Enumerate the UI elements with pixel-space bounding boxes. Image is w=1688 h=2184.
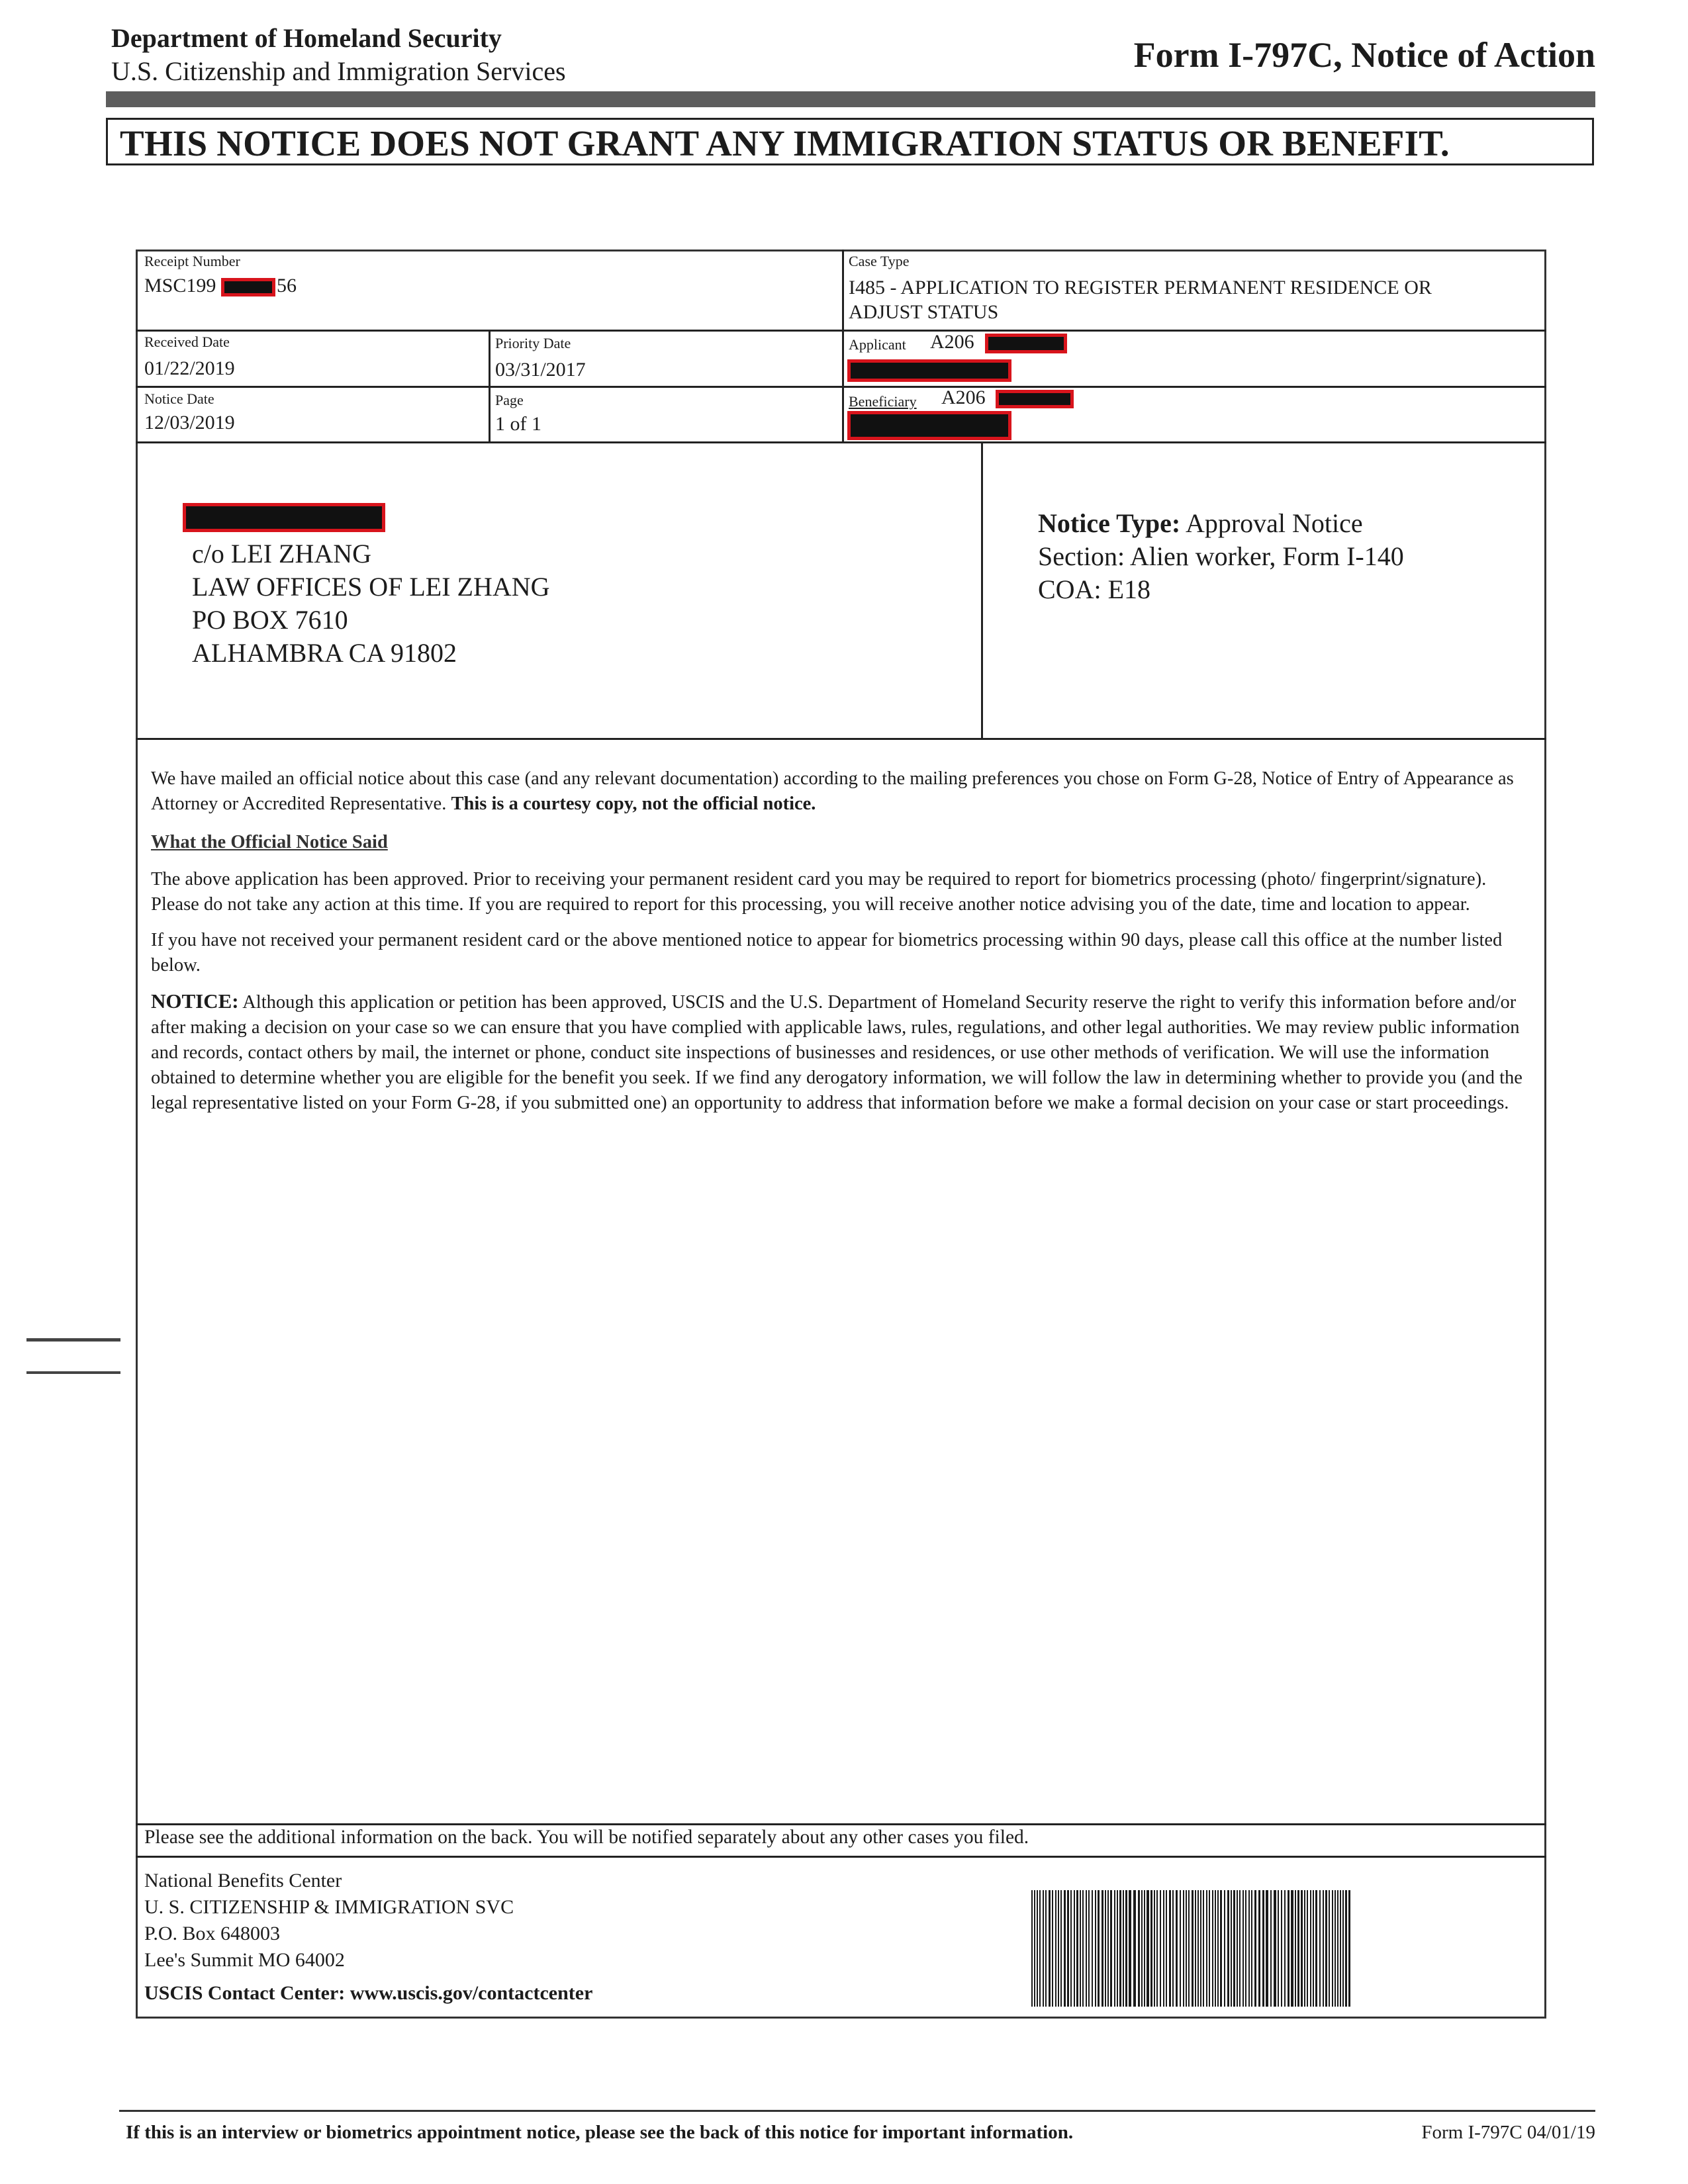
barcode-bar [1284, 1890, 1286, 2007]
barcode-bar [1119, 1890, 1121, 2007]
section-heading: What the Official Notice Said [151, 832, 388, 852]
barcode-bar [1203, 1890, 1204, 2007]
barcode-bar [1332, 1890, 1333, 2007]
barcode-bar [1348, 1890, 1350, 2007]
margin-mark-top [26, 1338, 120, 1342]
rule-v-center [842, 250, 844, 443]
barcode-bar [1067, 1890, 1069, 2007]
barcode-bar [1169, 1890, 1171, 2007]
beneficiary-name-redaction [847, 411, 1011, 440]
notice-paragraph [151, 989, 1538, 1116]
barcode-bar [1297, 1890, 1299, 2007]
barcode-bar [1160, 1890, 1161, 2007]
barcode-bar [1107, 1890, 1109, 2007]
barcode-bar [1110, 1890, 1112, 2007]
barcode-bar [1288, 1890, 1289, 2007]
barcode-bar [1342, 1890, 1344, 2007]
barcode [1031, 1890, 1353, 2007]
barcode-bar [1098, 1890, 1100, 2007]
barcode-bar [1105, 1890, 1106, 2007]
priority-date-value: 03/31/2017 [495, 359, 586, 381]
barcode-bar [1227, 1890, 1229, 2007]
barcode-bar [1251, 1890, 1252, 2007]
barcode-bar [1310, 1890, 1311, 2007]
page-value: 1 of 1 [495, 413, 541, 435]
rule-h6 [136, 1856, 1546, 1858]
barcode-bar [1102, 1890, 1103, 2007]
applicant-number-redaction [985, 334, 1067, 353]
barcode-bar [1209, 1890, 1210, 2007]
notice-label: NOTICE: [151, 989, 239, 1013]
barcode-bar [1217, 1890, 1219, 2007]
barcode-bar [1266, 1890, 1268, 2007]
notice-type-label: Notice Type: [1038, 508, 1181, 538]
intro-paragraph [151, 766, 1538, 817]
barcode-bar [1180, 1890, 1181, 2007]
address-line-firm: LAW OFFICES OF LEI ZHANG [192, 572, 550, 602]
barcode-bar [1080, 1890, 1081, 2007]
barcode-bar [1340, 1890, 1341, 2007]
barcode-bar [1231, 1890, 1232, 2007]
barcode-bar [1055, 1890, 1056, 2007]
barcode-bar [1319, 1890, 1321, 2007]
office-city: Lee's Summit MO 64002 [144, 1949, 345, 1971]
barcode-bar [1278, 1890, 1279, 2007]
rule-h4 [136, 738, 1546, 740]
header-rule [106, 91, 1595, 107]
barcode-bar [1095, 1890, 1096, 2007]
barcode-bar [1117, 1890, 1118, 2007]
barcode-bar [1156, 1890, 1158, 2007]
notice-text: Although this application or petition has been approved, USCIS and the U.S. Department of Homeland Security reserve the right to verify this information before and/or after making a decision on your case so we can ensure that you have complied with applicable laws, rules, regulations, and other legal authorities. We may review public information and records, contact others by mail, the internet or phone, conduct site inspections of businesses and residences, or use other methods of verification. We will use the information obtained to determine whether you are eligible for the benefit you seek. If we find any derogatory information, we will follow the law in determining whether to provide you (and the legal representative listed on your Form G-28, if you submitted one) an opportunity to address that information before we make a formal decision on your case or start proceedings. [151, 992, 1523, 1113]
disclaimer-text: THIS NOTICE DOES NOT GRANT ANY IMMIGRATION STATUS OR BENEFIT. [120, 123, 1450, 163]
barcode-bar [1082, 1890, 1084, 2007]
barcode-bar [1197, 1890, 1199, 2007]
receipt-number-prefix: MSC199 [144, 275, 216, 296]
notice-info [1038, 507, 1404, 606]
barcode-bar [1233, 1890, 1235, 2007]
barcode-bar [1074, 1890, 1075, 2007]
barcode-bar [1200, 1890, 1201, 2007]
barcode-bar [1291, 1890, 1293, 2007]
form-edition: Form I-797C 04/01/19 [1421, 2122, 1595, 2143]
barcode-bar [1215, 1890, 1216, 2007]
barcode-bar [1049, 1890, 1051, 2007]
barcode-bar [1172, 1890, 1174, 2007]
barcode-bar [1034, 1890, 1035, 2007]
case-type-label: Case Type [849, 253, 910, 269]
subagency-name: U.S. Citizenship and Immigration Services [111, 56, 566, 86]
barcode-bar [1138, 1890, 1140, 2007]
barcode-bar [1052, 1890, 1053, 2007]
barcode-bar [1329, 1890, 1330, 2007]
barcode-bar [1114, 1890, 1115, 2007]
rule-h2 [136, 386, 1546, 388]
recipient-name-redaction [183, 503, 385, 532]
contact-center: USCIS Contact Center: www.uscis.gov/contactcenter [144, 1982, 593, 2004]
barcode-bar [1031, 1890, 1033, 2007]
approval-paragraph: The above application has been approved. Prior to receiving your permanent resident card you may be required to report for biometrics processing (photo/ fingerprint/signature). Please do not take any action at this time. If you are required to report for this processing, you will receive another notice advising you of the date, time and location to appear. [151, 869, 1487, 915]
biometrics-paragraph: If you have not received your permanent resident card or the above mentioned notice to appear for biometrics processing within 90 days, please call this office at the number listed below. [151, 930, 1503, 976]
barcode-bar [1323, 1890, 1324, 2007]
office-agency: U. S. CITIZENSHIP & IMMIGRATION SVC [144, 1896, 514, 1918]
notice-coa: COA: E18 [1038, 574, 1150, 604]
barcode-bar [1070, 1890, 1072, 2007]
barcode-bar [1125, 1890, 1127, 2007]
barcode-bar [1301, 1890, 1303, 2007]
address-line-careof: c/o LEI ZHANG [192, 539, 372, 569]
barcode-bar [1086, 1890, 1087, 2007]
barcode-bar [1335, 1890, 1336, 2007]
received-date-label: Received Date [144, 334, 230, 350]
receipt-number-redaction [221, 278, 275, 296]
barcode-bar [1129, 1890, 1131, 2007]
barcode-bar [1212, 1890, 1213, 2007]
barcode-bar [1092, 1890, 1093, 2007]
applicant-name-redaction [847, 359, 1011, 382]
barcode-bar [1248, 1890, 1250, 2007]
disclaimer-banner [106, 118, 1594, 165]
barcode-bar [1045, 1890, 1047, 2007]
beneficiary-number-redaction [996, 390, 1074, 408]
barcode-bar [1147, 1890, 1149, 2007]
barcode-bar [1224, 1890, 1225, 2007]
barcode-bar [1345, 1890, 1347, 2007]
margin-mark-bottom [26, 1371, 120, 1374]
notice-type [1038, 507, 1404, 540]
office-name: National Benefits Center [144, 1870, 342, 1891]
beneficiary-label: Beneficiary [849, 393, 917, 410]
barcode-bar [1337, 1890, 1338, 2007]
applicant-label: Applicant [849, 336, 906, 353]
barcode-bar [1144, 1890, 1145, 2007]
barcode-bar [1304, 1890, 1305, 2007]
priority-date-label: Priority Date [495, 335, 571, 351]
case-type-line1: I485 - APPLICATION TO REGISTER PERMANENT RESIDENCE OR [849, 277, 1432, 298]
rule-h5 [136, 1823, 1546, 1825]
rule-h1 [136, 330, 1546, 332]
barcode-bar [1188, 1890, 1190, 2007]
barcode-bar [1037, 1890, 1038, 2007]
notice-body [151, 766, 1538, 1116]
notice-section: Section: Alien worker, Form I-140 [1038, 541, 1404, 571]
barcode-bar [1307, 1890, 1308, 2007]
barcode-bar [1254, 1890, 1256, 2007]
office-block [144, 1868, 592, 2007]
agency-name: Department of Homeland Security [111, 23, 502, 53]
address-line-city: ALHAMBRA CA 91802 [192, 638, 457, 668]
notice-date-value: 12/03/2019 [144, 412, 235, 433]
barcode-bar [1237, 1890, 1238, 2007]
beneficiary-prefix: A206 [941, 387, 986, 408]
address-block [192, 537, 550, 670]
applicant-prefix: A206 [930, 331, 974, 353]
barcode-bar [1270, 1890, 1272, 2007]
barcode-bar [1183, 1890, 1184, 2007]
barcode-bar [1243, 1890, 1244, 2007]
barcode-bar [1064, 1890, 1066, 2007]
rule-v-mid [489, 330, 491, 443]
barcode-bar [1195, 1890, 1196, 2007]
rule-v-address [981, 441, 983, 739]
barcode-bar [1141, 1890, 1143, 2007]
barcode-bar [1281, 1890, 1282, 2007]
barcode-bar [1123, 1890, 1124, 2007]
intro-bold-text: This is a courtesy copy, not the official notice. [451, 794, 816, 814]
barcode-bar [1060, 1890, 1062, 2007]
barcode-bar [1206, 1890, 1207, 2007]
receipt-number-suffix: 56 [277, 275, 297, 296]
intro-text: We have mailed an official notice about this case (and any relevant documentation) according to the mailing preferences you chose on Form G-28, Notice of Entry of Appearance as Attorney or Accredited Representative. [151, 768, 1514, 814]
received-date-value: 01/22/2019 [144, 357, 235, 379]
barcode-bar [1192, 1890, 1194, 2007]
barcode-bar [1163, 1890, 1164, 2007]
barcode-bar [1239, 1890, 1241, 2007]
additional-info-note: Please see the additional information on the back. You will be notified separately about any other cases you filed. [144, 1827, 1029, 1848]
barcode-bar [1133, 1890, 1136, 2007]
address-line-pobox: PO BOX 7610 [192, 605, 348, 635]
barcode-bar [1245, 1890, 1246, 2007]
receipt-number-label: Receipt Number [144, 253, 240, 269]
barcode-bar [1258, 1890, 1260, 2007]
bottom-notice: If this is an interview or biometrics appointment notice, please see the back of this notice for important information. [126, 2122, 1074, 2143]
case-type-line2: ADJUST STATUS [849, 301, 999, 323]
barcode-bar [1176, 1890, 1178, 2007]
barcode-bar [1088, 1890, 1090, 2007]
barcode-bar [1315, 1890, 1317, 2007]
office-pobox: P.O. Box 648003 [144, 1923, 281, 1944]
barcode-bar [1313, 1890, 1314, 2007]
barcode-bar [1166, 1890, 1167, 2007]
page-label: Page [495, 392, 524, 408]
barcode-bar [1043, 1890, 1044, 2007]
barcode-bar [1076, 1890, 1078, 2007]
barcode-bar [1262, 1890, 1264, 2007]
barcode-bar [1154, 1890, 1155, 2007]
barcode-bar [1058, 1890, 1059, 2007]
barcode-bar [1039, 1890, 1041, 2007]
barcode-bar [1325, 1890, 1327, 2007]
barcode-bar [1150, 1890, 1152, 2007]
barcode-bar [1295, 1890, 1296, 2007]
barcode-bar [1274, 1890, 1276, 2007]
rule-h3 [136, 441, 1546, 443]
notice-date-label: Notice Date [144, 390, 214, 407]
barcode-bar [1186, 1890, 1187, 2007]
bottom-rule [119, 2110, 1595, 2112]
form-title: Form I-797C, Notice of Action [1133, 35, 1595, 75]
notice-type-value: Approval Notice [1185, 508, 1363, 538]
barcode-bar [1220, 1890, 1222, 2007]
